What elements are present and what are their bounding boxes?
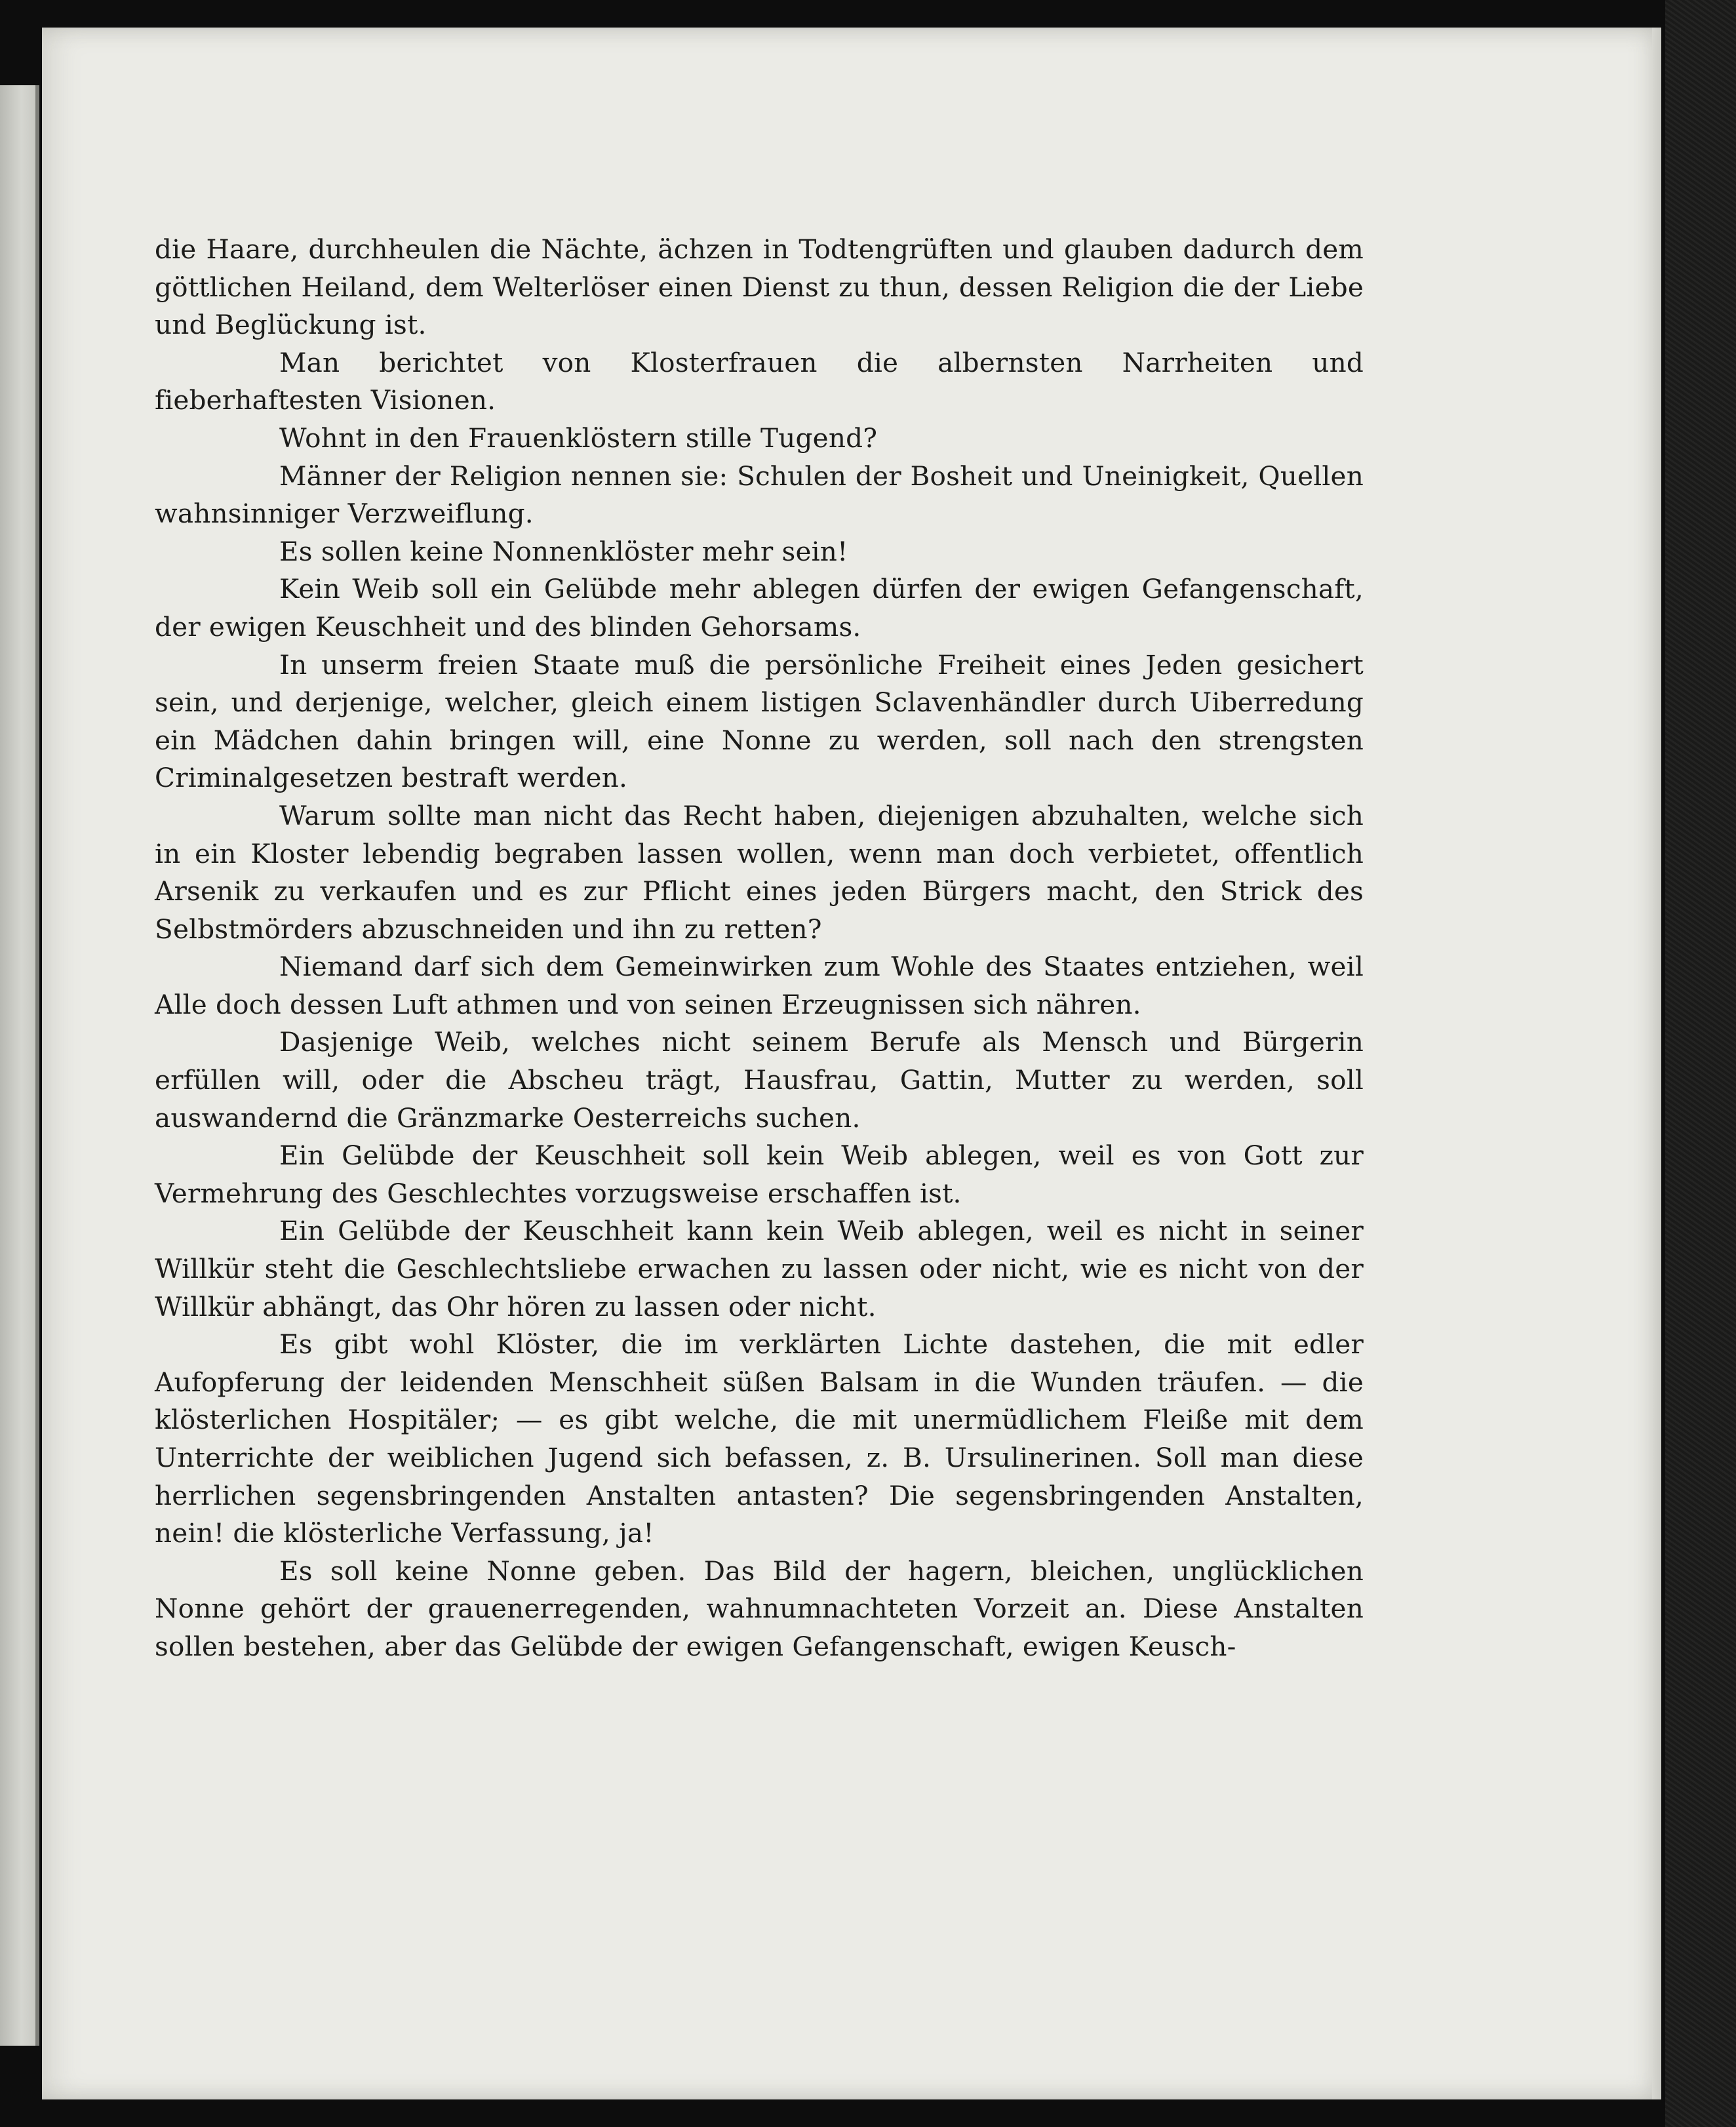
paragraph: In unserm freien Staate muß die persönliche Freiheit eines Jeden gesichert sein, und derjenige, welcher, gleich einem listigen Sclavenhändler durch Uiberredung ein Mädchen dahin bringen will, eine Nonne zu werden, soll nach den strengsten Criminalgesetzen bestraft werden. (155, 648, 1364, 794)
book-binding (1665, 0, 1736, 2127)
page-text-body (155, 231, 1364, 1666)
paragraph: Man berichtet von Klosterfrauen die albernsten Narrheiten und fieberhaftesten Visionen. (155, 346, 1364, 416)
paragraph: Es soll keine Nonne geben. Das Bild der hagern, bleichen, unglücklichen Nonne gehört der grauenerregenden, wahnumnachteten Vorzeit an. Diese Anstalten sollen bestehen, aber das Gelübde der ewigen Gefangenschaft, ewigen Keusch- (155, 1555, 1364, 1662)
paragraph: Niemand darf sich dem Gemeinwirken zum Wohle des Staates entziehen, weil Alle doch dessen Luft athmen und von seinen Erzeugnissen sich nähren. (155, 951, 1364, 1020)
paragraph: Es sollen keine Nonnenklöster mehr sein! (279, 535, 848, 567)
paragraph: Wohnt in den Frauenklöstern stille Tugend? (279, 422, 878, 454)
paragraph: Warum sollte man nicht das Recht haben, diejenigen abzuhalten, welche sich in ein Kloster lebendig begraben lassen wollen, wenn man doch verbietet, offentlich Arsenik zu verkaufen und es zur Pflicht eines jeden Bürgers macht, den Strick des Selbstmörders abzuschneiden und ihn zu retten? (155, 799, 1364, 945)
paragraph: Dasjenige Weib, welches nicht seinem Berufe als Mensch und Bürgerin erfüllen will, oder die Abscheu trägt, Hausfrau, Gattin, Mutter zu werden, soll auswandernd die Gränzmarke Oesterreichs suchen. (155, 1026, 1364, 1134)
facing-page-edge (0, 85, 39, 2046)
paragraph: die Haare, durchheulen die Nächte, ächzen in Todtengrüften und glauben dadurch dem göttlichen Heiland, dem Welterlöser einen Dienst zu thun, dessen Religion die der Liebe und Beglückung ist. (155, 233, 1364, 341)
paragraph: Kein Weib soll ein Gelübde mehr ablegen dürfen der ewigen Gefangenschaft, der ewigen Keuschheit und des blinden Gehorsams. (155, 573, 1364, 643)
paragraph: Es gibt wohl Klöster, die im verklärten Lichte dastehen, die mit edler Aufopferung der leidenden Menschheit süßen Balsam in die Wunden träufen. — die klösterlichen Hospitäler; — es gibt welche, die mit unermüdlichem Fleiße mit dem Unterrichte der weiblichen Jugend sich befassen, z. B. Ursulinerinen. Soll man diese herrlichen segensbringenden Anstalten antasten? Die segensbringenden Anstalten, nein! die klösterliche Verfassung, ja! (155, 1328, 1364, 1549)
paragraph: Ein Gelübde der Keuschheit kann kein Weib ablegen, weil es nicht in seiner Willkür steht die Geschlechtsliebe erwachen zu lassen oder nicht, wie es nicht von der Willkür abhängt, das Ohr hören zu lassen oder nicht. (155, 1215, 1364, 1322)
paragraph: Männer der Religion nennen sie: Schulen der Bosheit und Uneinigkeit, Quellen wahnsinniger Verzweiflung. (155, 460, 1364, 530)
paragraph: Ein Gelübde der Keuschheit soll kein Weib ablegen, weil es von Gott zur Vermehrung des Geschlechtes vorzugsweise erschaffen ist. (155, 1140, 1364, 1209)
